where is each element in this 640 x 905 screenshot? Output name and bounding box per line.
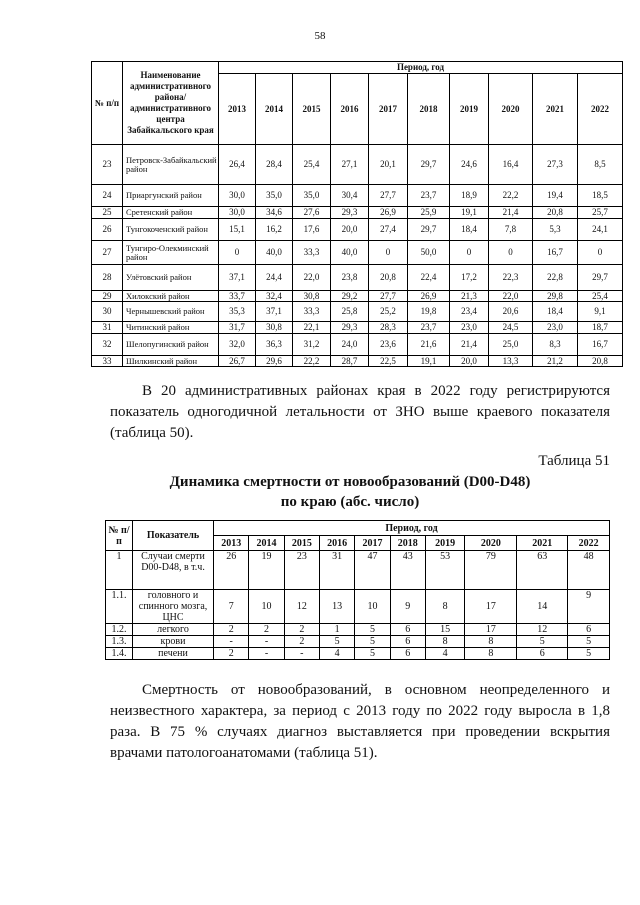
value-cell: 27,7 (369, 291, 408, 302)
value-cell: 0 (219, 241, 256, 265)
period-header: Период, год (219, 62, 623, 74)
year-header: 2019 (425, 536, 464, 551)
district-name: Шелопугинский район (123, 334, 219, 356)
row-number: 25 (92, 207, 123, 219)
value-cell: 24,5 (489, 322, 533, 334)
value-cell: 40,0 (331, 241, 369, 265)
table-51-title (110, 472, 590, 512)
indicator-name: легкого (133, 624, 214, 636)
value-cell: 18,7 (578, 322, 623, 334)
table-row (106, 590, 610, 624)
value-cell: 6 (568, 624, 610, 636)
value-cell: 22,0 (489, 291, 533, 302)
value-cell: 2 (214, 648, 249, 660)
value-cell: 25,7 (578, 207, 623, 219)
value-cell: 16,2 (256, 219, 293, 241)
value-cell: 37,1 (256, 302, 293, 322)
value-cell: 63 (517, 551, 568, 590)
value-cell: 33,3 (293, 302, 331, 322)
col-num-header: № п/п (92, 62, 123, 145)
value-cell: 29,3 (331, 207, 369, 219)
value-cell: 2 (249, 624, 284, 636)
value-cell: 21,2 (533, 356, 578, 367)
value-cell: 29,6 (256, 356, 293, 367)
value-cell: 26 (214, 551, 249, 590)
value-cell: 9 (568, 590, 610, 624)
value-cell: 5 (517, 636, 568, 648)
value-cell: 29,7 (578, 265, 623, 291)
value-cell: 26,4 (219, 145, 256, 185)
value-cell: 24,6 (450, 145, 489, 185)
value-cell: 8 (425, 636, 464, 648)
year-header: 2017 (369, 74, 408, 145)
value-cell: 27,6 (293, 207, 331, 219)
value-cell: 26,9 (369, 207, 408, 219)
table-row (92, 145, 623, 185)
col-num-header: № п/п (106, 521, 133, 551)
year-header: 2015 (284, 536, 319, 551)
period-header: Период, год (214, 521, 610, 536)
year-header: 2018 (408, 74, 450, 145)
paragraph-2-line: Смертность от новообразований, в основном неопределенного и (142, 682, 610, 698)
value-cell: 7 (214, 590, 249, 624)
value-cell: 16,7 (578, 334, 623, 356)
value-cell: 15,1 (219, 219, 256, 241)
value-cell: 29,3 (331, 322, 369, 334)
value-cell: 18,9 (450, 185, 489, 207)
value-cell: 5 (355, 648, 390, 660)
value-cell: 18,4 (450, 219, 489, 241)
table-row (106, 624, 610, 636)
value-cell: 22,3 (489, 265, 533, 291)
value-cell: 19 (249, 551, 284, 590)
table-row (92, 265, 623, 291)
value-cell: 5 (319, 636, 354, 648)
value-cell: 20,6 (489, 302, 533, 322)
district-name: Тунгиро-Олекминский район (123, 241, 219, 265)
value-cell: 28,4 (256, 145, 293, 185)
value-cell: 27,3 (533, 145, 578, 185)
table-row (92, 241, 623, 265)
value-cell: 12 (517, 624, 568, 636)
neoplasm-mortality-table (105, 520, 610, 660)
value-cell: 5 (568, 636, 610, 648)
value-cell: 0 (578, 241, 623, 265)
paragraph-1 (110, 381, 610, 444)
value-cell: 35,0 (293, 185, 331, 207)
value-cell: 21,4 (450, 334, 489, 356)
row-number: 23 (92, 145, 123, 185)
year-header: 2014 (256, 74, 293, 145)
value-cell: 28,7 (331, 356, 369, 367)
value-cell: 10 (355, 590, 390, 624)
value-cell: 2 (214, 624, 249, 636)
value-cell: 24,0 (331, 334, 369, 356)
paragraph-2-line: раза. В 75 % случаях диагноз выставляется при проведении вскрытия (110, 724, 610, 740)
value-cell: 23,7 (408, 185, 450, 207)
value-cell: 29,7 (408, 219, 450, 241)
row-number: 30 (92, 302, 123, 322)
value-cell: - (249, 636, 284, 648)
year-header: 2015 (293, 74, 331, 145)
table-row (92, 219, 623, 241)
value-cell: 23 (284, 551, 319, 590)
row-number: 1.2. (106, 624, 133, 636)
value-cell: 15 (425, 624, 464, 636)
value-cell: 0 (369, 241, 408, 265)
value-cell: 27,7 (369, 185, 408, 207)
paragraph-1-line: В 20 административных районах края в 2022 году регистрируются (142, 383, 610, 399)
row-number: 31 (92, 322, 123, 334)
value-cell: 24,1 (578, 219, 623, 241)
value-cell: 24,4 (256, 265, 293, 291)
district-name: Шилкинский район (123, 356, 219, 367)
value-cell: 34,6 (256, 207, 293, 219)
value-cell: 8,5 (578, 145, 623, 185)
indicator-name: головного и спинного мозга, ЦНС (133, 590, 214, 624)
value-cell: 10 (249, 590, 284, 624)
value-cell: 25,9 (408, 207, 450, 219)
value-cell: 16,4 (489, 145, 533, 185)
table-51-label: Таблица 51 (538, 453, 610, 469)
value-cell: 19,1 (408, 356, 450, 367)
value-cell: 8 (465, 636, 517, 648)
row-number: 1.4. (106, 648, 133, 660)
row-number: 32 (92, 334, 123, 356)
value-cell: 22,2 (489, 185, 533, 207)
value-cell: 30,8 (293, 291, 331, 302)
value-cell: - (249, 648, 284, 660)
year-header: 2017 (355, 536, 390, 551)
value-cell: 16,7 (533, 241, 578, 265)
value-cell: 9 (390, 590, 425, 624)
value-cell: 17,6 (293, 219, 331, 241)
table-row (92, 356, 623, 367)
page-number: 58 (314, 30, 326, 42)
value-cell: 7,8 (489, 219, 533, 241)
value-cell: 20,1 (369, 145, 408, 185)
value-cell: 23,6 (369, 334, 408, 356)
table-row (106, 636, 610, 648)
row-number: 1 (106, 551, 133, 590)
table-row (106, 551, 610, 590)
value-cell: 36,3 (256, 334, 293, 356)
value-cell: 4 (425, 648, 464, 660)
value-cell: 25,4 (293, 145, 331, 185)
row-number: 33 (92, 356, 123, 367)
value-cell: 31 (319, 551, 354, 590)
value-cell: 20,8 (369, 265, 408, 291)
value-cell: 0 (489, 241, 533, 265)
value-cell: 21,3 (450, 291, 489, 302)
value-cell: 30,4 (331, 185, 369, 207)
value-cell: 20,8 (578, 356, 623, 367)
value-cell: 53 (425, 551, 464, 590)
row-number: 24 (92, 185, 123, 207)
value-cell: 29,8 (533, 291, 578, 302)
value-cell: 4 (319, 648, 354, 660)
value-cell: 0 (450, 241, 489, 265)
value-cell: 18,4 (533, 302, 578, 322)
table-51-title-line: Динамика смертности от новообразований (D00-D48) (169, 474, 531, 490)
value-cell: 8,3 (533, 334, 578, 356)
value-cell: 21,6 (408, 334, 450, 356)
value-cell: 37,1 (219, 265, 256, 291)
value-cell: 79 (465, 551, 517, 590)
value-cell: 8 (465, 648, 517, 660)
value-cell: 8 (425, 590, 464, 624)
value-cell: 5 (568, 648, 610, 660)
paragraph-2-line: неизвестного характера, за период с 2013 году по 2022 году выросла в 1,8 (110, 703, 610, 719)
value-cell: 21,4 (489, 207, 533, 219)
value-cell: 5,3 (533, 219, 578, 241)
value-cell: 18,5 (578, 185, 623, 207)
paragraph-2-line: врачами патологоанатомами (таблица 51). (110, 745, 378, 761)
row-number: 1.1. (106, 590, 133, 624)
value-cell: 26,9 (408, 291, 450, 302)
year-header: 2022 (568, 536, 610, 551)
value-cell: 35,0 (256, 185, 293, 207)
value-cell: 22,0 (293, 265, 331, 291)
value-cell: 22,4 (408, 265, 450, 291)
row-number: 28 (92, 265, 123, 291)
value-cell: 30,0 (219, 207, 256, 219)
district-name: Хилокский район (123, 291, 219, 302)
value-cell: 47 (355, 551, 390, 590)
indicator-name: крови (133, 636, 214, 648)
value-cell: 13,3 (489, 356, 533, 367)
value-cell: 12 (284, 590, 319, 624)
value-cell: 32,0 (219, 334, 256, 356)
year-header: 2016 (331, 74, 369, 145)
table-row (92, 185, 623, 207)
paragraph-1-line: (таблица 50). (110, 425, 194, 441)
table-row (92, 207, 623, 219)
value-cell: 40,0 (256, 241, 293, 265)
paragraph-2 (110, 680, 610, 764)
value-cell: 35,3 (219, 302, 256, 322)
value-cell: 20,8 (533, 207, 578, 219)
value-cell: 2 (284, 624, 319, 636)
value-cell: 5 (355, 636, 390, 648)
year-header: 2013 (214, 536, 249, 551)
value-cell: 28,3 (369, 322, 408, 334)
value-cell: 22,8 (533, 265, 578, 291)
table-row (92, 291, 623, 302)
year-header: 2020 (465, 536, 517, 551)
year-header: 2021 (517, 536, 568, 551)
value-cell: 30,8 (256, 322, 293, 334)
value-cell: 1 (319, 624, 354, 636)
row-number: 29 (92, 291, 123, 302)
value-cell: 22,5 (369, 356, 408, 367)
value-cell: 2 (284, 636, 319, 648)
district-name: Тунгокоченский район (123, 219, 219, 241)
value-cell: 9,1 (578, 302, 623, 322)
row-number: 27 (92, 241, 123, 265)
row-number: 26 (92, 219, 123, 241)
value-cell: 25,0 (489, 334, 533, 356)
value-cell: 17 (465, 590, 517, 624)
value-cell: 22,1 (293, 322, 331, 334)
value-cell: 14 (517, 590, 568, 624)
value-cell: 26,7 (219, 356, 256, 367)
table-51-title-line: по краю (абс. число) (280, 494, 420, 510)
value-cell: - (214, 636, 249, 648)
year-header: 2022 (578, 74, 623, 145)
value-cell: 33,7 (219, 291, 256, 302)
value-cell: 32,4 (256, 291, 293, 302)
year-header: 2019 (450, 74, 489, 145)
value-cell: 23,0 (533, 322, 578, 334)
value-cell: 6 (517, 648, 568, 660)
district-name: Сретенский район (123, 207, 219, 219)
value-cell: 19,1 (450, 207, 489, 219)
table-row (92, 302, 623, 322)
value-cell: 31,2 (293, 334, 331, 356)
value-cell: 23,7 (408, 322, 450, 334)
value-cell: 48 (568, 551, 610, 590)
district-name: Чернышевский район (123, 302, 219, 322)
value-cell: 5 (355, 624, 390, 636)
value-cell: 20,0 (331, 219, 369, 241)
value-cell: 33,3 (293, 241, 331, 265)
value-cell: 17 (465, 624, 517, 636)
paragraph-1-line: показатель одногодичной летальности от ЗНО выше краевого показателя (110, 404, 610, 420)
value-cell: 31,7 (219, 322, 256, 334)
col-indicator-header: Показатель (133, 521, 214, 551)
district-name: Петровск-Забайкальский район (123, 145, 219, 185)
row-number: 1.3. (106, 636, 133, 648)
value-cell: 19,8 (408, 302, 450, 322)
value-cell: 22,2 (293, 356, 331, 367)
value-cell: 43 (390, 551, 425, 590)
value-cell: 29,2 (331, 291, 369, 302)
value-cell: 29,7 (408, 145, 450, 185)
year-header: 2013 (219, 74, 256, 145)
value-cell: 23,4 (450, 302, 489, 322)
value-cell: 25,4 (578, 291, 623, 302)
value-cell: 19,4 (533, 185, 578, 207)
col-name-header: Наименование административного района/ административного центра Забайкальского края (123, 62, 219, 145)
indicator-name: печени (133, 648, 214, 660)
value-cell: 23,8 (331, 265, 369, 291)
value-cell: - (284, 648, 319, 660)
value-cell: 20,0 (450, 356, 489, 367)
table-row (106, 648, 610, 660)
year-header: 2020 (489, 74, 533, 145)
district-lethality-table (91, 61, 623, 367)
year-header: 2018 (390, 536, 425, 551)
value-cell: 27,1 (331, 145, 369, 185)
value-cell: 6 (390, 648, 425, 660)
value-cell: 30,0 (219, 185, 256, 207)
year-header: 2021 (533, 74, 578, 145)
year-header: 2016 (319, 536, 354, 551)
indicator-name: Случаи смерти D00-D48, в т.ч. (133, 551, 214, 590)
value-cell: 27,4 (369, 219, 408, 241)
value-cell: 25,8 (331, 302, 369, 322)
value-cell: 50,0 (408, 241, 450, 265)
value-cell: 13 (319, 590, 354, 624)
value-cell: 23,0 (450, 322, 489, 334)
table-row (92, 334, 623, 356)
table-row (92, 322, 623, 334)
district-name: Читинский район (123, 322, 219, 334)
value-cell: 6 (390, 624, 425, 636)
value-cell: 6 (390, 636, 425, 648)
value-cell: 25,2 (369, 302, 408, 322)
district-name: Приаргунский район (123, 185, 219, 207)
value-cell: 17,2 (450, 265, 489, 291)
district-name: Улётовский район (123, 265, 219, 291)
year-header: 2014 (249, 536, 284, 551)
